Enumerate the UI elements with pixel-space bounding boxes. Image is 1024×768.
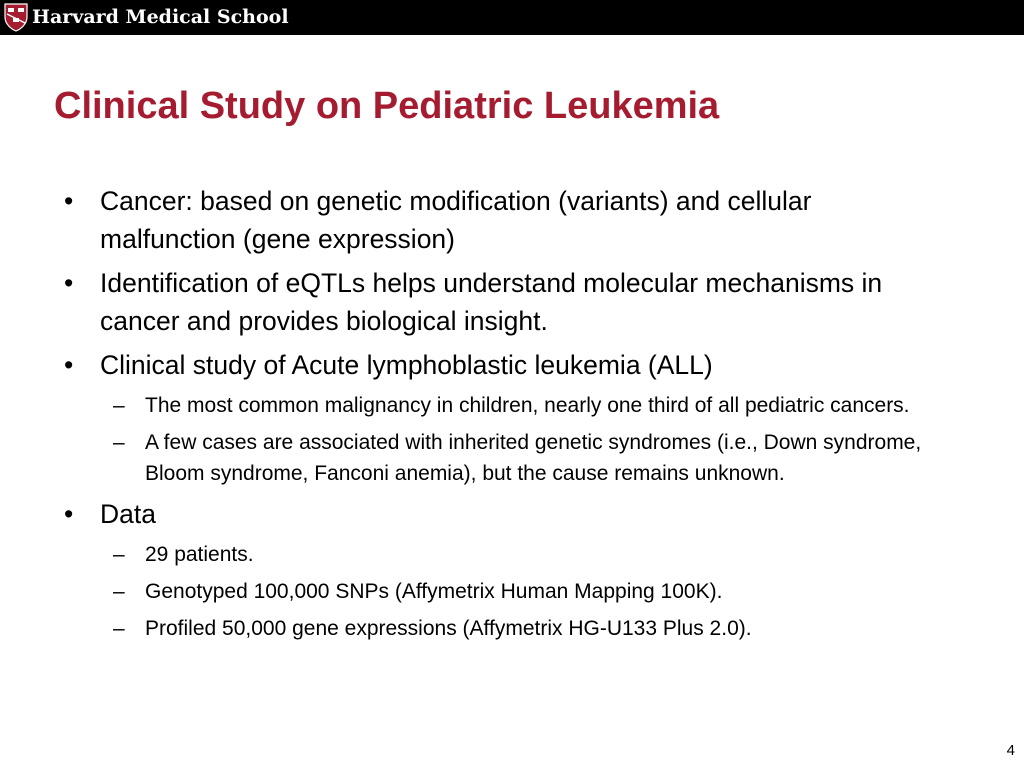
sub-bullet-syndromes <box>0 427 935 489</box>
header-bar <box>0 0 1024 35</box>
bullet-marker: • <box>64 268 74 298</box>
sub-bullet-text: Genotyped 100,000 SNPs (Affymetrix Human Mapping 100K). <box>145 580 723 603</box>
bullet-eqtls <box>0 264 950 340</box>
brand-title: Harvard Medical School <box>32 6 289 28</box>
sub-bullet-text: The most common malignancy in children, nearly one third of all pediatric cancers. <box>145 394 910 417</box>
bullet-clinical-study <box>0 346 950 384</box>
sub-bullet-marker: – <box>113 394 125 417</box>
slide-content <box>0 182 1024 650</box>
sub-bullet-marker: – <box>113 431 125 454</box>
sub-bullet-patients <box>0 539 935 570</box>
bullet-text: Data <box>100 499 156 529</box>
sub-bullet-text: Profiled 50,000 gene expressions (Affymetrix HG-U133 Plus 2.0). <box>145 617 752 640</box>
bullet-data <box>0 495 950 533</box>
sub-bullet-text: A few cases are associated with inherited genetic syndromes (i.e., Down syndrome, Bloom syndrome, Fanconi anemia), but the cause remains unknown. <box>145 431 922 485</box>
slide-title: Clinical Study on Pediatric Leukemia <box>54 85 720 127</box>
harvard-shield-icon <box>4 3 28 32</box>
bullet-cancer <box>0 182 950 258</box>
bullet-text: Cancer: based on genetic modification (variants) and cellular malfunction (gene expression) <box>100 186 812 254</box>
sub-bullet-expressions <box>0 613 935 644</box>
bullet-marker: • <box>64 499 74 529</box>
sub-bullet-malignancy <box>0 390 935 421</box>
bullet-marker: • <box>64 186 74 216</box>
sub-bullet-marker: – <box>113 580 125 603</box>
sub-bullet-snps <box>0 576 935 607</box>
page-number: 4 <box>1006 742 1015 759</box>
sub-bullet-marker: – <box>113 617 125 640</box>
bullet-text: Clinical study of Acute lymphoblastic leukemia (ALL) <box>100 350 713 380</box>
sub-bullet-marker: – <box>113 543 125 566</box>
bullet-marker: • <box>64 350 74 380</box>
sub-bullet-text: 29 patients. <box>145 543 254 566</box>
bullet-text: Identification of eQTLs helps understand molecular mechanisms in cancer and provides biological insight. <box>100 268 883 336</box>
